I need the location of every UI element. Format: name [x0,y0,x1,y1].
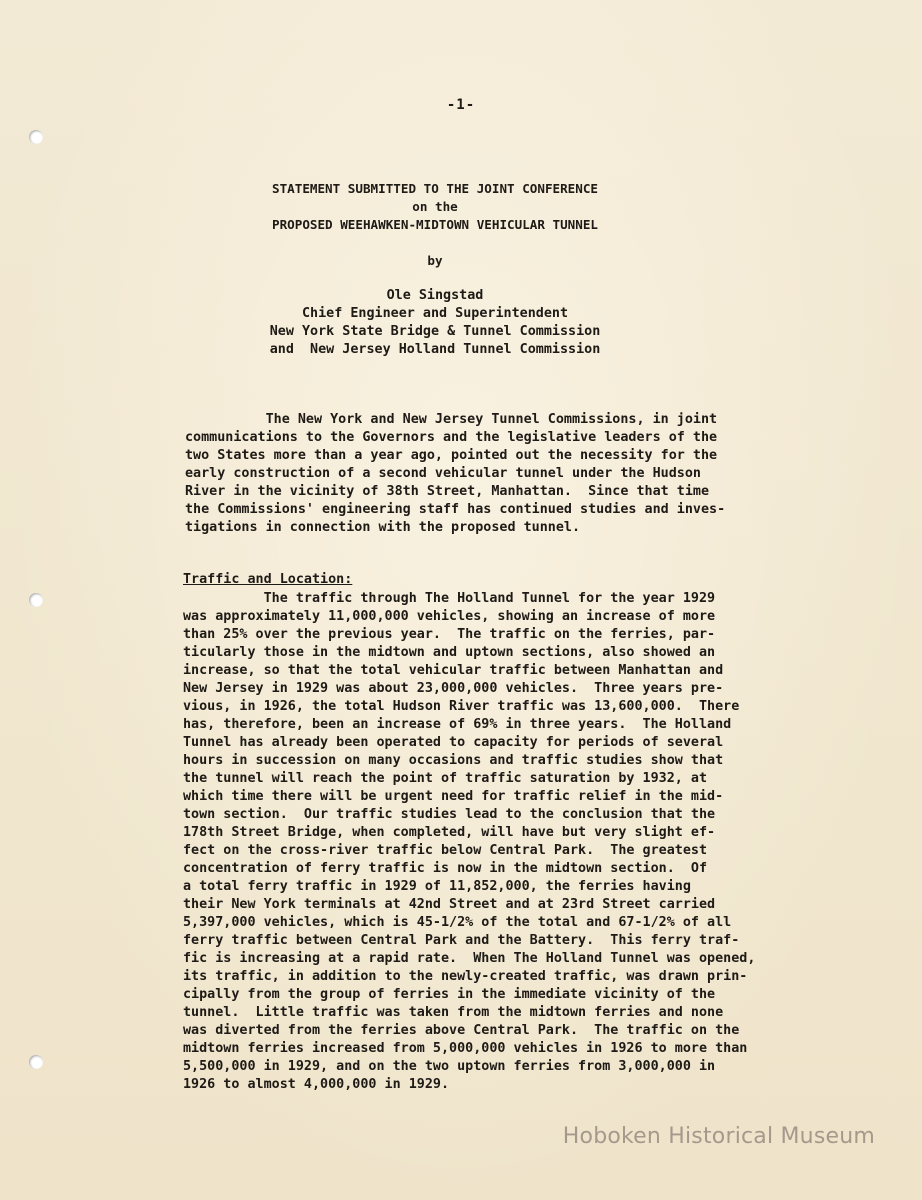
paragraph-line: communications to the Governors and the legislative leaders of the [185,430,718,445]
paragraph-line: than 25% over the previous year. The traffic on the ferries, par- [183,627,716,642]
paragraph-line: two States more than a year ago, pointed out the necessity for the [185,448,718,463]
author-name: Ole Singstad [386,288,484,303]
watermark: Hoboken Historical Museum [562,1124,875,1149]
paragraph-line: New Jersey in 1929 was about 23,000,000 vehicles. Three years pre- [183,681,724,696]
punch-hole [29,1055,43,1069]
paragraph-line: midtown ferries increased from 5,000,000 vehicles in 1926 to more than [183,1041,748,1056]
paragraph-line: has, therefore, been an increase of 69% in three years. The Holland [183,717,732,732]
author-organization: and New Jersey Holland Tunnel Commission [269,342,601,357]
paragraph-line: tunnel. Little traffic was taken from the midtown ferries and none [183,1005,724,1020]
document-title-line: PROPOSED WEEHAWKEN-MIDTOWN VEHICULAR TUNNEL [271,217,599,232]
paragraph-line: the Commissions' engineering staff has continued studies and inves- [185,502,726,517]
document-title-line: STATEMENT SUBMITTED TO THE JOINT CONFERENCE [271,181,599,196]
paragraph-line: town section. Our traffic studies lead to the conclusion that the [183,807,716,822]
paragraph-line: was diverted from the ferries above Central Park. The traffic on the [183,1023,740,1038]
paragraph-line: 178th Street Bridge, when completed, will have but very slight ef- [183,825,716,840]
paragraph-line: 1926 to almost 4,000,000 in 1929. [183,1077,450,1092]
paragraph-line: ferry traffic between Central Park and the Battery. This ferry traf- [183,933,740,948]
page-number: -1- [446,97,476,113]
paragraph-line: 5,500,000 in 1929, and on the two uptown ferries from 3,000,000 in [183,1059,716,1074]
punch-hole [29,593,43,607]
author-role: Chief Engineer and Superintendent [301,306,569,321]
traffic-paragraph [183,590,755,1094]
paragraph-line: their New York terminals at 42nd Street and at 23rd Street carried [183,897,716,912]
paragraph-line: concentration of ferry traffic is now in the midtown section. Of [183,861,708,876]
section-heading: Traffic and Location: [183,572,353,587]
paragraph-line: a total ferry traffic in 1929 of 11,852,000, the ferries having [183,879,691,894]
paragraph-line: tigations in connection with the proposed tunnel. [185,520,581,535]
paragraph-line: vious, in 1926, the total Hudson River traffic was 13,600,000. There [183,699,740,714]
paragraph-line: The New York and New Jersey Tunnel Commissions, in joint [185,412,718,427]
document-title-line: on the [412,199,458,214]
paragraph-line: its traffic, in addition to the newly-created traffic, was drawn prin- [183,969,748,984]
paragraph-line: 5,397,000 vehicles, which is 45-1/2% of the total and 67-1/2% of all [183,915,732,930]
paragraph-line: cipally from the group of ferries in the immediate vicinity of the [183,987,716,1002]
paragraph-line: Tunnel has already been operated to capacity for periods of several [183,735,724,750]
paragraph-line: early construction of a second vehicular tunnel under the Hudson [185,466,701,481]
paragraph-line: the tunnel will reach the point of traffic saturation by 1932, at [183,771,708,786]
intro-paragraph [185,411,725,537]
paragraph-line: ticularly those in the midtown and uptown sections, also showed an [183,645,716,660]
paragraph-line: hours in succession on many occasions and traffic studies show that [183,753,724,768]
paragraph-line: was approximately 11,000,000 vehicles, showing an increase of more [183,609,716,624]
paragraph-line: fic is increasing at a rapid rate. When The Holland Tunnel was opened, [183,951,756,966]
author-organization: New York State Bridge & Tunnel Commission [269,324,601,339]
paragraph-line: The traffic through The Holland Tunnel for the year 1929 [183,591,716,606]
byline: by [427,253,443,268]
paragraph-line: River in the vicinity of 38th Street, Manhattan. Since that time [185,484,710,499]
paragraph-line: which time there will be urgent need for traffic relief in the mid- [183,789,724,804]
paragraph-line: increase, so that the total vehicular traffic between Manhattan and [183,663,724,678]
punch-hole [29,130,43,144]
paragraph-line: fect on the cross-river traffic below Central Park. The greatest [183,843,708,858]
